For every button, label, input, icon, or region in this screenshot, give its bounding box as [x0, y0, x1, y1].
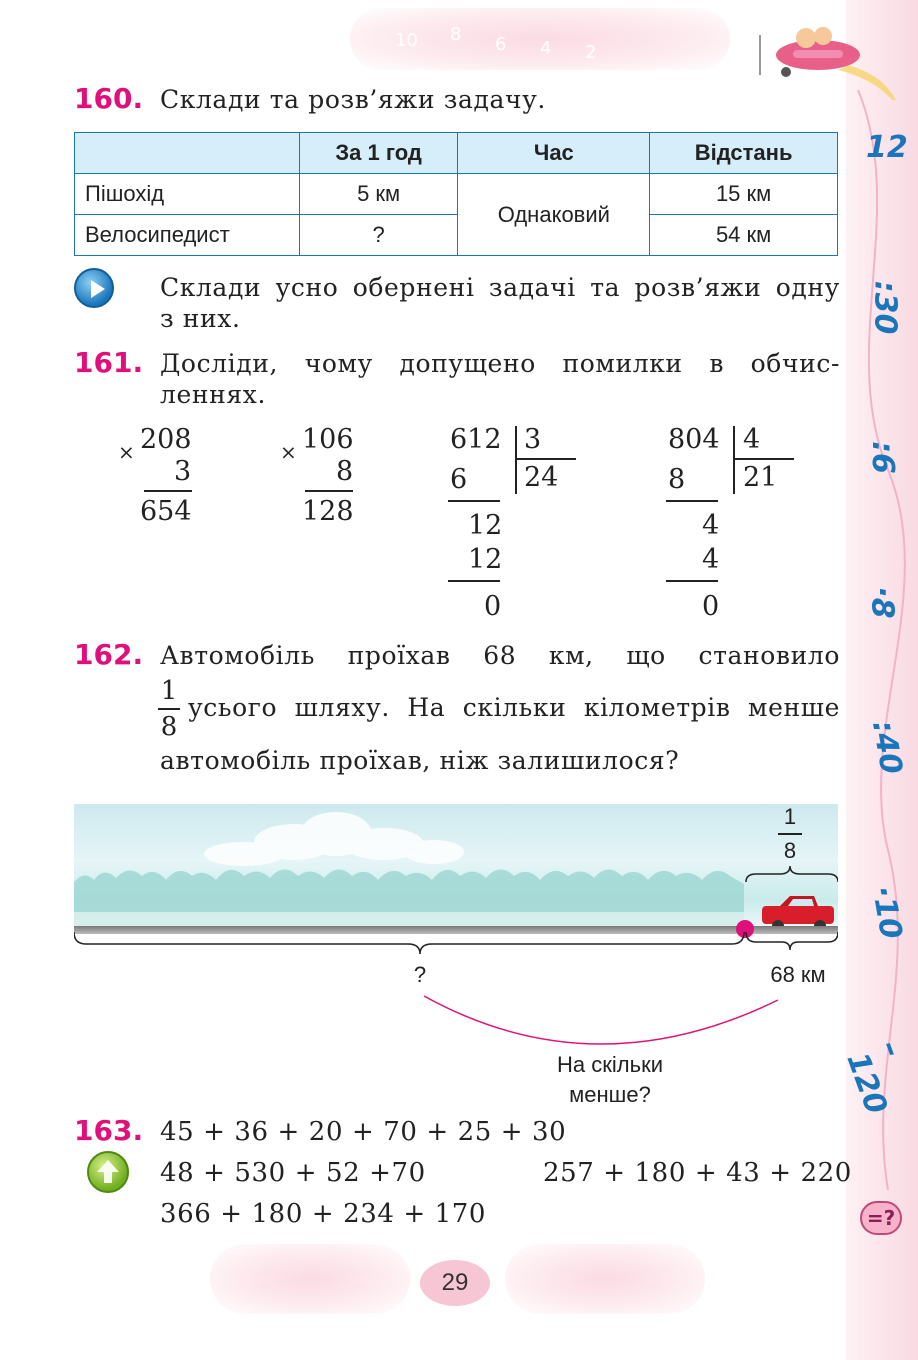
task-160-number: 160.	[74, 82, 144, 115]
task-162-line3: автомобіль проїхав, ніж залишилося?	[160, 746, 680, 775]
task-160-title: Склади та розв’яжи задачу.	[160, 85, 546, 114]
div2-step3: 4	[702, 544, 720, 575]
div1-divisor: 3	[524, 424, 542, 455]
table-header-cell	[75, 133, 300, 174]
div1-step2: 12	[468, 510, 503, 541]
mult1-factor-a: 208	[140, 424, 192, 455]
top-cloud-digit: 6	[495, 34, 507, 55]
side-number-5: :40	[864, 717, 909, 778]
div2-quotient: 21	[743, 462, 778, 493]
fraction-numerator: 1	[783, 804, 797, 829]
mult1-result: 654	[140, 496, 192, 527]
top-cloud-decoration	[350, 8, 730, 70]
task-161-line1: Досліди, чому допущено помилки в обчис-	[160, 349, 840, 378]
bottom-cloud-decoration	[505, 1244, 705, 1314]
airplane-illustration	[738, 10, 898, 100]
table-header-cell: Відстань	[650, 133, 838, 174]
task-160-table	[74, 132, 838, 256]
diagram-fraction	[778, 804, 802, 864]
fraction-denominator: 8	[160, 711, 178, 742]
table-cell: Велосипедист	[75, 215, 300, 256]
task-163-expression-3: 257 + 180 + 43 + 220	[543, 1158, 852, 1188]
level-up-arrow-icon	[87, 1151, 129, 1193]
table-cell: 5 км	[299, 174, 458, 215]
unknown-distance-label: ?	[413, 962, 427, 987]
top-cloud-digit: 8	[450, 24, 462, 45]
table-row	[75, 215, 838, 256]
task-162-line1: Автомобіль проїхав 68 км, що становило	[160, 641, 840, 670]
fraction-bar	[778, 833, 802, 835]
fraction-bar	[158, 708, 180, 710]
table-cell: Пішохід	[75, 174, 300, 215]
top-cloud-digit: 10	[395, 30, 418, 51]
div2-line	[666, 580, 718, 582]
page-number: 29	[420, 1260, 490, 1306]
table-cell: 15 км	[650, 174, 838, 215]
task-161-number: 161.	[74, 346, 144, 379]
mult1-factor-b: 3	[174, 456, 192, 487]
div1-line	[448, 500, 500, 502]
bottom-cloud-decoration	[210, 1244, 410, 1314]
task-163-expression-4: 366 + 180 + 234 + 170	[160, 1199, 487, 1229]
play-icon	[74, 268, 114, 308]
side-number-2: :30	[867, 280, 903, 335]
car-distance-label: 68 км	[770, 962, 826, 987]
table-cell: 54 км	[650, 215, 838, 256]
side-number-3: :6	[864, 441, 900, 474]
div1-line	[448, 580, 500, 582]
comparison-line2: менше?	[569, 1082, 651, 1107]
mult2-factor-a: 106	[302, 424, 354, 455]
task-163-expression-1: 45 + 36 + 20 + 70 + 25 + 30	[160, 1117, 567, 1147]
div2-dividend: 804	[668, 424, 720, 455]
side-number-6: ·10	[864, 883, 909, 942]
task-162-fraction	[158, 676, 180, 742]
fraction-denominator: 8	[783, 837, 797, 863]
table-cell-merged: Однаковий	[458, 174, 650, 256]
div2-step2: 4	[702, 510, 720, 541]
side-number-1: 12	[866, 130, 908, 165]
mult2-factor-b: 8	[336, 456, 354, 487]
div1-quotient: 24	[524, 462, 559, 493]
task-163-number: 163.	[74, 1114, 144, 1147]
div1-dividend: 612	[450, 424, 502, 455]
div1-divisor-line	[516, 458, 576, 460]
diagram-braces	[74, 860, 838, 1060]
table-cell: ?	[299, 215, 458, 256]
div2-remainder: 0	[702, 591, 720, 622]
task-162-line2: усього шляху. На скільки кілометрів менше	[188, 693, 840, 722]
task-161-line2: леннях.	[160, 380, 267, 409]
task-162-number: 162.	[74, 638, 144, 671]
mult1-line	[144, 490, 192, 492]
mult2-result: 128	[302, 496, 354, 527]
multiply-sign: ×	[118, 440, 135, 464]
table-header-cell: Час	[458, 133, 650, 174]
div2-divisor: 4	[743, 424, 761, 455]
div2-divisor-line	[734, 458, 794, 460]
side-wave-decoration	[848, 90, 918, 1190]
side-number-4: ·8	[864, 586, 900, 619]
table-header-cell: За 1 год	[299, 133, 458, 174]
task-160-extra-line1: Склади усно обернені задачі та розв’яжи одну	[160, 273, 840, 302]
comparison-line1: На скільки	[557, 1052, 663, 1077]
fraction-numerator: 1	[160, 676, 178, 706]
table-row	[75, 174, 838, 215]
task-160-extra-line2: з них.	[160, 304, 241, 333]
multiply-sign: ×	[280, 440, 297, 464]
div2-vertical-line	[733, 426, 735, 494]
div1-remainder: 0	[484, 591, 502, 622]
div1-step1: 6	[450, 464, 468, 495]
div2-line	[666, 500, 718, 502]
mult2-line	[305, 490, 353, 492]
top-cloud-digit: 2	[585, 42, 597, 63]
comparison-question	[530, 1050, 690, 1110]
div1-vertical-line	[515, 426, 517, 494]
div1-step3: 12	[468, 544, 503, 575]
check-equality-icon: =?	[860, 1201, 902, 1235]
div2-step1: 8	[668, 464, 686, 495]
side-number-7: –120	[839, 1036, 911, 1119]
top-cloud-digit: 4	[540, 38, 552, 59]
table-header-row	[75, 133, 838, 174]
task-163-expression-2: 48 + 530 + 52 +70	[160, 1158, 426, 1188]
